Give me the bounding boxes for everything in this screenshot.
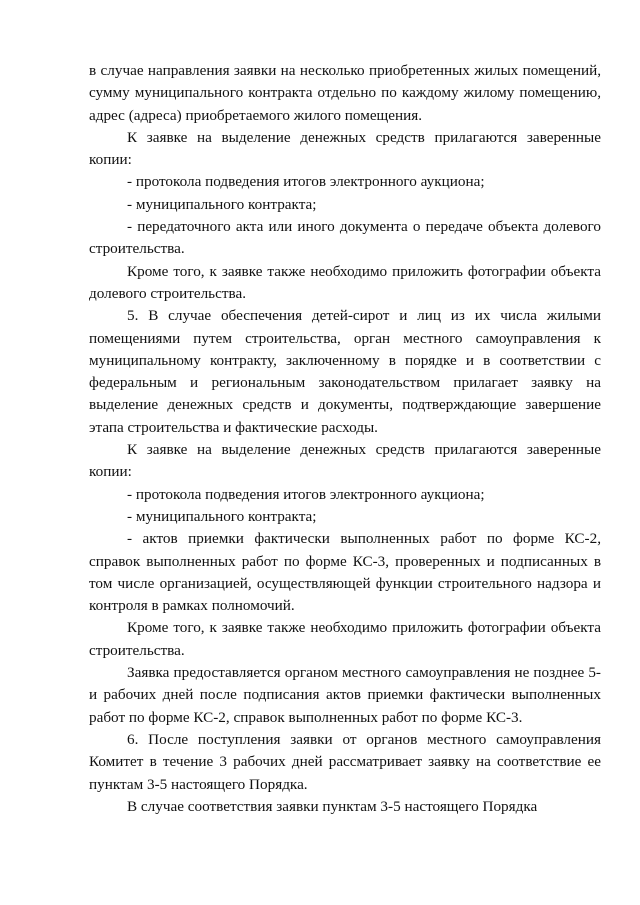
paragraph-1: в случае направления заявки на несколько приобретенных жилых помещений, сумму муниципального контракта отдельно по каждому жилому помещению, адрес (адреса) приобретаемого жилого помещения. [89,62,601,124]
list-item-1: - протокола подведения итогов электронного аукциона; [127,173,485,191]
document-body [89,60,601,818]
paragraph-5: К заявке на выделение денежных средств прилагаются заверенные копии: [89,441,601,481]
list-item-4: - протокола подведения итогов электронного аукциона; [127,485,485,503]
paragraph-4: 5. В случае обеспечения детей-сирот и лиц из их числа жилыми помещениями путем строительства, орган местного самоуправления к муниципальному контракту, заключенному в порядке и в соответствии с федеральным и региональным законодательством прилагает заявку на выделение денежных средств и документы, подтверждающие завершение этапа строительства и фактические расходы. [89,307,601,436]
paragraph-3: Кроме того, к заявке также необходимо приложить фотографии объекта долевого строительства. [89,262,601,302]
list-item-5: - муниципального контракта; [127,507,317,525]
paragraph-8: 6. После поступления заявки от органов местного самоуправления Комитет в течение 3 рабочих дней рассматривает заявку на соответствие ее пунктам 3-5 настоящего Порядка. [89,730,601,793]
list-item-6: - актов приемки фактически выполненных работ по форме КС-2, справок выполненных работ по форме КС-3, проверенных и подписанных в том числе организацией, осуществляющей функции строительного надзора и контроля в рамках полномочий. [89,530,601,615]
paragraph-9: В случае соответствия заявки пунктам 3-5 настоящего Порядка [127,797,538,815]
list-item-2: - муниципального контракта; [127,195,317,213]
paragraph-2: К заявке на выделение денежных средств прилагаются заверенные копии: [89,128,601,169]
list-item-3: - передаточного акта или иного документа о передаче объекта долевого строительства. [89,218,601,258]
paragraph-7: Заявка предоставляется органом местного самоуправления не позднее 5-и рабочих дней после подписания актов приемки фактически выполненных работ по форме КС-2, справок выполненных работ по форме КС-3. [89,664,601,726]
paragraph-6: Кроме того, к заявке также необходимо приложить фотографии объекта строительства. [89,619,601,659]
